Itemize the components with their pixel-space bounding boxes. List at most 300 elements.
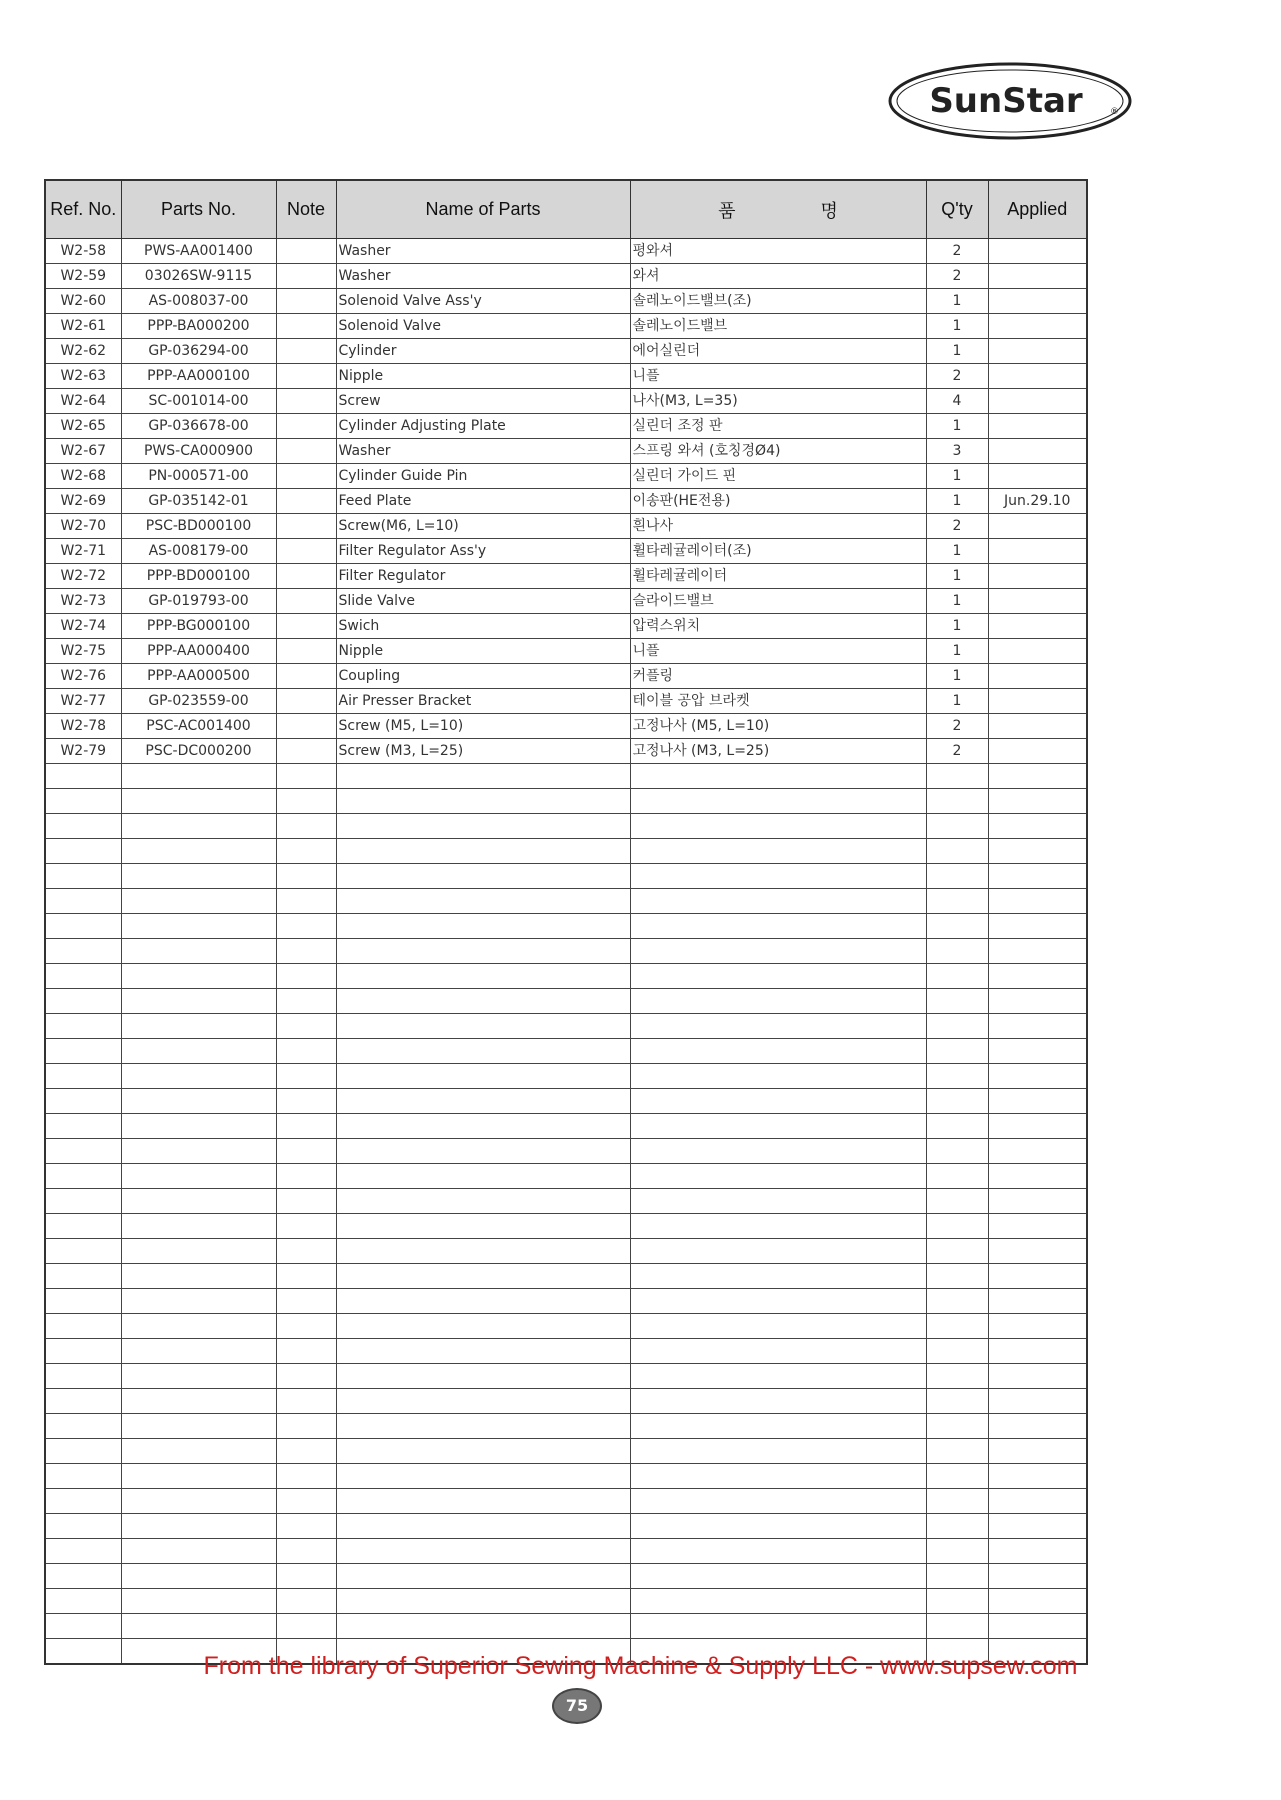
qty-cell — [926, 1464, 988, 1489]
qty-cell — [926, 814, 988, 839]
korean-name-cell — [630, 1414, 926, 1439]
ref-no-cell: W2-71 — [45, 539, 121, 564]
note-cell — [276, 1164, 336, 1189]
part-name-cell: Feed Plate — [336, 489, 630, 514]
qty-cell: 1 — [926, 464, 988, 489]
blank-row — [45, 964, 1087, 989]
ref-no-cell — [45, 1589, 121, 1614]
part-name-cell — [336, 914, 630, 939]
note-cell — [276, 1214, 336, 1239]
qty-cell — [926, 1314, 988, 1339]
part-name-cell — [336, 1339, 630, 1364]
note-cell — [276, 1289, 336, 1314]
blank-row — [45, 914, 1087, 939]
korean-name-cell — [630, 1014, 926, 1039]
note-cell — [276, 914, 336, 939]
qty-cell: 1 — [926, 564, 988, 589]
note-cell — [276, 639, 336, 664]
qty-cell — [926, 1214, 988, 1239]
ref-no-cell: W2-63 — [45, 364, 121, 389]
table-row — [45, 439, 1087, 464]
part-name-cell — [336, 1489, 630, 1514]
applied-cell — [988, 1364, 1087, 1389]
parts-no-cell: PPP-BG000100 — [121, 614, 276, 639]
parts-no-cell: PN-000571-00 — [121, 464, 276, 489]
parts-no-cell — [121, 939, 276, 964]
applied-cell — [988, 1339, 1087, 1364]
note-cell — [276, 1414, 336, 1439]
applied-cell — [988, 1214, 1087, 1239]
korean-name-cell: 니플 — [630, 639, 926, 664]
qty-cell — [926, 1489, 988, 1514]
svg-text:®: ® — [1110, 107, 1119, 117]
parts-no-cell: 03026SW-9115 — [121, 264, 276, 289]
part-name-cell — [336, 1364, 630, 1389]
parts-no-cell — [121, 814, 276, 839]
svg-text:SunStar: SunStar — [929, 81, 1083, 121]
table-row — [45, 364, 1087, 389]
part-name-cell: Screw — [336, 389, 630, 414]
part-name-cell: Nipple — [336, 639, 630, 664]
note-cell — [276, 539, 336, 564]
parts-no-cell: AS-008037-00 — [121, 289, 276, 314]
qty-cell — [926, 964, 988, 989]
korean-name-cell — [630, 1514, 926, 1539]
ref-no-cell — [45, 1164, 121, 1189]
qty-cell — [926, 889, 988, 914]
korean-name-cell: 솔레노이드밸브(조) — [630, 289, 926, 314]
ref-no-cell — [45, 864, 121, 889]
qty-cell — [926, 789, 988, 814]
korean-name-cell — [630, 1539, 926, 1564]
ref-no-cell — [45, 814, 121, 839]
ref-no-cell: W2-75 — [45, 639, 121, 664]
applied-cell — [988, 1464, 1087, 1489]
parts-no-cell: SC-001014-00 — [121, 389, 276, 414]
part-name-cell — [336, 1114, 630, 1139]
applied-cell — [988, 764, 1087, 789]
qty-cell — [926, 1239, 988, 1264]
qty-cell — [926, 839, 988, 864]
part-name-cell: Cylinder Guide Pin — [336, 464, 630, 489]
part-name-cell — [336, 764, 630, 789]
korean-name-cell — [630, 964, 926, 989]
table-row — [45, 539, 1087, 564]
qty-cell: 1 — [926, 589, 988, 614]
header-korean-name: 품 명 — [630, 180, 926, 239]
note-cell — [276, 614, 336, 639]
ref-no-cell — [45, 1064, 121, 1089]
parts-no-cell: PSC-BD000100 — [121, 514, 276, 539]
applied-cell — [988, 1064, 1087, 1089]
table-row — [45, 614, 1087, 639]
part-name-cell — [336, 1189, 630, 1214]
part-name-cell — [336, 1614, 630, 1639]
parts-no-cell: PSC-DC000200 — [121, 739, 276, 764]
parts-no-cell: PPP-AA000500 — [121, 664, 276, 689]
applied-cell — [988, 439, 1087, 464]
ref-no-cell — [45, 1389, 121, 1414]
applied-cell — [988, 1589, 1087, 1614]
parts-no-cell: PPP-BA000200 — [121, 314, 276, 339]
note-cell — [276, 1489, 336, 1514]
qty-cell — [926, 1114, 988, 1139]
applied-cell — [988, 839, 1087, 864]
ref-no-cell: W2-74 — [45, 614, 121, 639]
korean-name-cell — [630, 1264, 926, 1289]
part-name-cell: Coupling — [336, 664, 630, 689]
ref-no-cell: W2-62 — [45, 339, 121, 364]
note-cell — [276, 864, 336, 889]
ref-no-cell — [45, 914, 121, 939]
parts-no-cell — [121, 789, 276, 814]
parts-no-cell — [121, 764, 276, 789]
parts-no-cell: AS-008179-00 — [121, 539, 276, 564]
ref-no-cell — [45, 839, 121, 864]
qty-cell: 1 — [926, 339, 988, 364]
note-cell — [276, 1589, 336, 1614]
blank-row — [45, 1539, 1087, 1564]
parts-no-cell — [121, 1564, 276, 1589]
table-header-row — [45, 180, 1087, 239]
note-cell — [276, 1464, 336, 1489]
note-cell — [276, 1264, 336, 1289]
note-cell — [276, 464, 336, 489]
ref-no-cell: W2-68 — [45, 464, 121, 489]
korean-name-cell — [630, 1339, 926, 1364]
ref-no-cell — [45, 1514, 121, 1539]
part-name-cell: Screw (M3, L=25) — [336, 739, 630, 764]
note-cell — [276, 1189, 336, 1214]
header-applied: Applied — [988, 180, 1087, 239]
table-row — [45, 689, 1087, 714]
part-name-cell — [336, 1589, 630, 1614]
parts-no-cell — [121, 964, 276, 989]
note-cell — [276, 939, 336, 964]
ref-no-cell — [45, 1439, 121, 1464]
part-name-cell — [336, 1439, 630, 1464]
applied-cell — [988, 539, 1087, 564]
ref-no-cell — [45, 1414, 121, 1439]
parts-no-cell — [121, 1414, 276, 1439]
parts-no-cell — [121, 1614, 276, 1639]
note-cell — [276, 264, 336, 289]
parts-no-cell — [121, 1089, 276, 1114]
applied-cell — [988, 1439, 1087, 1464]
blank-row — [45, 889, 1087, 914]
note-cell — [276, 514, 336, 539]
header-parts-no: Parts No. — [121, 180, 276, 239]
korean-name-cell — [630, 1314, 926, 1339]
korean-name-cell — [630, 864, 926, 889]
footer-library-credit: From the library of Superior Sewing Machine & Supply LLC - www.supsew.com — [203, 1652, 1078, 1680]
korean-name-cell — [630, 1439, 926, 1464]
note-cell — [276, 414, 336, 439]
parts-no-cell: GP-036294-00 — [121, 339, 276, 364]
table-row — [45, 489, 1087, 514]
parts-no-cell — [121, 1239, 276, 1264]
table-row — [45, 514, 1087, 539]
table-row — [45, 389, 1087, 414]
parts-no-cell: PWS-CA000900 — [121, 439, 276, 464]
part-name-cell: Nipple — [336, 364, 630, 389]
parts-no-cell — [121, 1389, 276, 1414]
parts-no-cell: GP-019793-00 — [121, 589, 276, 614]
korean-name-cell — [630, 764, 926, 789]
blank-row — [45, 1089, 1087, 1114]
korean-name-cell: 휠타레귤레이터 — [630, 564, 926, 589]
korean-name-cell: 니플 — [630, 364, 926, 389]
note-cell — [276, 1239, 336, 1264]
part-name-cell — [336, 1139, 630, 1164]
qty-cell — [926, 1389, 988, 1414]
part-name-cell: Air Presser Bracket — [336, 689, 630, 714]
part-name-cell: Solenoid Valve — [336, 314, 630, 339]
blank-row — [45, 1264, 1087, 1289]
korean-name-cell — [630, 889, 926, 914]
part-name-cell: Solenoid Valve Ass'y — [336, 289, 630, 314]
blank-row — [45, 1464, 1087, 1489]
applied-cell — [988, 264, 1087, 289]
qty-cell: 2 — [926, 514, 988, 539]
ref-no-cell — [45, 1239, 121, 1264]
korean-name-cell — [630, 1364, 926, 1389]
qty-cell: 1 — [926, 689, 988, 714]
korean-name-cell — [630, 839, 926, 864]
applied-cell — [988, 1139, 1087, 1164]
applied-cell — [988, 1164, 1087, 1189]
ref-no-cell — [45, 1014, 121, 1039]
part-name-cell — [336, 814, 630, 839]
qty-cell — [926, 1339, 988, 1364]
korean-name-cell — [630, 1189, 926, 1214]
korean-name-cell: 흰나사 — [630, 514, 926, 539]
applied-cell — [988, 339, 1087, 364]
part-name-cell — [336, 1014, 630, 1039]
applied-cell — [988, 564, 1087, 589]
parts-no-cell — [121, 1314, 276, 1339]
parts-no-cell — [121, 1264, 276, 1289]
ref-no-cell — [45, 964, 121, 989]
note-cell — [276, 1039, 336, 1064]
table-row — [45, 739, 1087, 764]
korean-name-cell: 고정나사 (M3, L=25) — [630, 739, 926, 764]
korean-name-cell: 실린더 조정 판 — [630, 414, 926, 439]
korean-name-cell — [630, 1564, 926, 1589]
qty-cell — [926, 1089, 988, 1114]
blank-row — [45, 1514, 1087, 1539]
applied-cell — [988, 914, 1087, 939]
part-name-cell: Swich — [336, 614, 630, 639]
blank-row — [45, 789, 1087, 814]
part-name-cell — [336, 1039, 630, 1064]
note-cell — [276, 564, 336, 589]
blank-row — [45, 939, 1087, 964]
ref-no-cell: W2-72 — [45, 564, 121, 589]
korean-name-cell: 커플링 — [630, 664, 926, 689]
ref-no-cell — [45, 1089, 121, 1114]
part-name-cell — [336, 1414, 630, 1439]
ref-no-cell — [45, 1314, 121, 1339]
qty-cell: 1 — [926, 664, 988, 689]
qty-cell: 2 — [926, 264, 988, 289]
page-number-badge: 75 — [552, 1688, 602, 1724]
qty-cell — [926, 1539, 988, 1564]
part-name-cell — [336, 1264, 630, 1289]
ref-no-cell — [45, 789, 121, 814]
qty-cell — [926, 764, 988, 789]
table-row — [45, 314, 1087, 339]
blank-row — [45, 814, 1087, 839]
qty-cell: 2 — [926, 739, 988, 764]
ref-no-cell: W2-79 — [45, 739, 121, 764]
blank-row — [45, 1314, 1087, 1339]
parts-no-cell: PPP-BD000100 — [121, 564, 276, 589]
blank-row — [45, 1564, 1087, 1589]
table-row — [45, 464, 1087, 489]
part-name-cell: Washer — [336, 439, 630, 464]
parts-no-cell — [121, 1364, 276, 1389]
ref-no-cell — [45, 1539, 121, 1564]
korean-name-cell — [630, 914, 926, 939]
ref-no-cell — [45, 939, 121, 964]
qty-cell: 1 — [926, 414, 988, 439]
applied-cell — [988, 314, 1087, 339]
blank-row — [45, 1064, 1087, 1089]
note-cell — [276, 764, 336, 789]
ref-no-cell: W2-77 — [45, 689, 121, 714]
table-row — [45, 564, 1087, 589]
part-name-cell: Filter Regulator — [336, 564, 630, 589]
applied-cell — [988, 1264, 1087, 1289]
note-cell — [276, 1614, 336, 1639]
part-name-cell — [336, 1089, 630, 1114]
blank-row — [45, 1289, 1087, 1314]
korean-name-cell — [630, 1214, 926, 1239]
part-name-cell — [336, 1064, 630, 1089]
header-name-of-parts: Name of Parts — [336, 180, 630, 239]
ref-no-cell: W2-65 — [45, 414, 121, 439]
note-cell — [276, 739, 336, 764]
korean-name-cell: 이송판(HE전용) — [630, 489, 926, 514]
qty-cell: 1 — [926, 614, 988, 639]
note-cell — [276, 814, 336, 839]
applied-cell — [988, 989, 1087, 1014]
blank-row — [45, 1039, 1087, 1064]
applied-cell — [988, 814, 1087, 839]
applied-cell — [988, 1014, 1087, 1039]
note-cell — [276, 389, 336, 414]
parts-no-cell — [121, 1464, 276, 1489]
qty-cell: 1 — [926, 289, 988, 314]
part-name-cell — [336, 939, 630, 964]
applied-cell — [988, 664, 1087, 689]
note-cell — [276, 1089, 336, 1114]
ref-no-cell: W2-59 — [45, 264, 121, 289]
parts-no-cell — [121, 889, 276, 914]
korean-name-cell — [630, 1589, 926, 1614]
qty-cell — [926, 1364, 988, 1389]
table-row — [45, 639, 1087, 664]
sunstar-logo — [886, 60, 1134, 142]
ref-no-cell: W2-69 — [45, 489, 121, 514]
applied-cell — [988, 464, 1087, 489]
table-row — [45, 664, 1087, 689]
blank-row — [45, 989, 1087, 1014]
note-cell — [276, 714, 336, 739]
blank-row — [45, 764, 1087, 789]
qty-cell — [926, 1189, 988, 1214]
korean-name-cell: 압력스위치 — [630, 614, 926, 639]
korean-name-cell — [630, 1064, 926, 1089]
qty-cell — [926, 1564, 988, 1589]
note-cell — [276, 1114, 336, 1139]
ref-no-cell — [45, 1339, 121, 1364]
note-cell — [276, 239, 336, 264]
korean-name-cell: 휠타레귤레이터(조) — [630, 539, 926, 564]
korean-name-cell — [630, 1289, 926, 1314]
table-row — [45, 264, 1087, 289]
qty-cell — [926, 939, 988, 964]
part-name-cell: Filter Regulator Ass'y — [336, 539, 630, 564]
note-cell — [276, 364, 336, 389]
ref-no-cell: W2-60 — [45, 289, 121, 314]
korean-name-cell: 평와셔 — [630, 239, 926, 264]
note-cell — [276, 489, 336, 514]
korean-name-cell: 슬라이드밸브 — [630, 589, 926, 614]
korean-name-cell: 실린더 가이드 핀 — [630, 464, 926, 489]
qty-cell — [926, 1289, 988, 1314]
applied-cell — [988, 689, 1087, 714]
ref-no-cell — [45, 1489, 121, 1514]
qty-cell: 3 — [926, 439, 988, 464]
applied-cell — [988, 1539, 1087, 1564]
blank-row — [45, 1614, 1087, 1639]
parts-no-cell — [121, 864, 276, 889]
note-cell — [276, 1564, 336, 1589]
note-cell — [276, 1389, 336, 1414]
parts-no-cell: GP-036678-00 — [121, 414, 276, 439]
applied-cell — [988, 1489, 1087, 1514]
part-name-cell — [336, 839, 630, 864]
parts-no-cell — [121, 1139, 276, 1164]
qty-cell: 1 — [926, 314, 988, 339]
parts-no-cell — [121, 1014, 276, 1039]
korean-name-cell — [630, 1489, 926, 1514]
note-cell — [276, 1364, 336, 1389]
blank-row — [45, 1139, 1087, 1164]
note-cell — [276, 964, 336, 989]
applied-cell — [988, 1089, 1087, 1114]
part-name-cell — [336, 1564, 630, 1589]
ref-no-cell — [45, 1564, 121, 1589]
applied-cell — [988, 889, 1087, 914]
part-name-cell: Cylinder — [336, 339, 630, 364]
korean-name-cell — [630, 1464, 926, 1489]
applied-cell — [988, 1114, 1087, 1139]
korean-name-cell: 나사(M3, L=35) — [630, 389, 926, 414]
blank-row — [45, 1414, 1087, 1439]
korean-name-cell — [630, 939, 926, 964]
korean-name-cell: 와셔 — [630, 264, 926, 289]
korean-name-cell: 에어실린더 — [630, 339, 926, 364]
ref-no-cell — [45, 1114, 121, 1139]
applied-cell — [988, 964, 1087, 989]
applied-cell — [988, 1039, 1087, 1064]
note-cell — [276, 789, 336, 814]
korean-name-cell — [630, 989, 926, 1014]
ref-no-cell: W2-61 — [45, 314, 121, 339]
